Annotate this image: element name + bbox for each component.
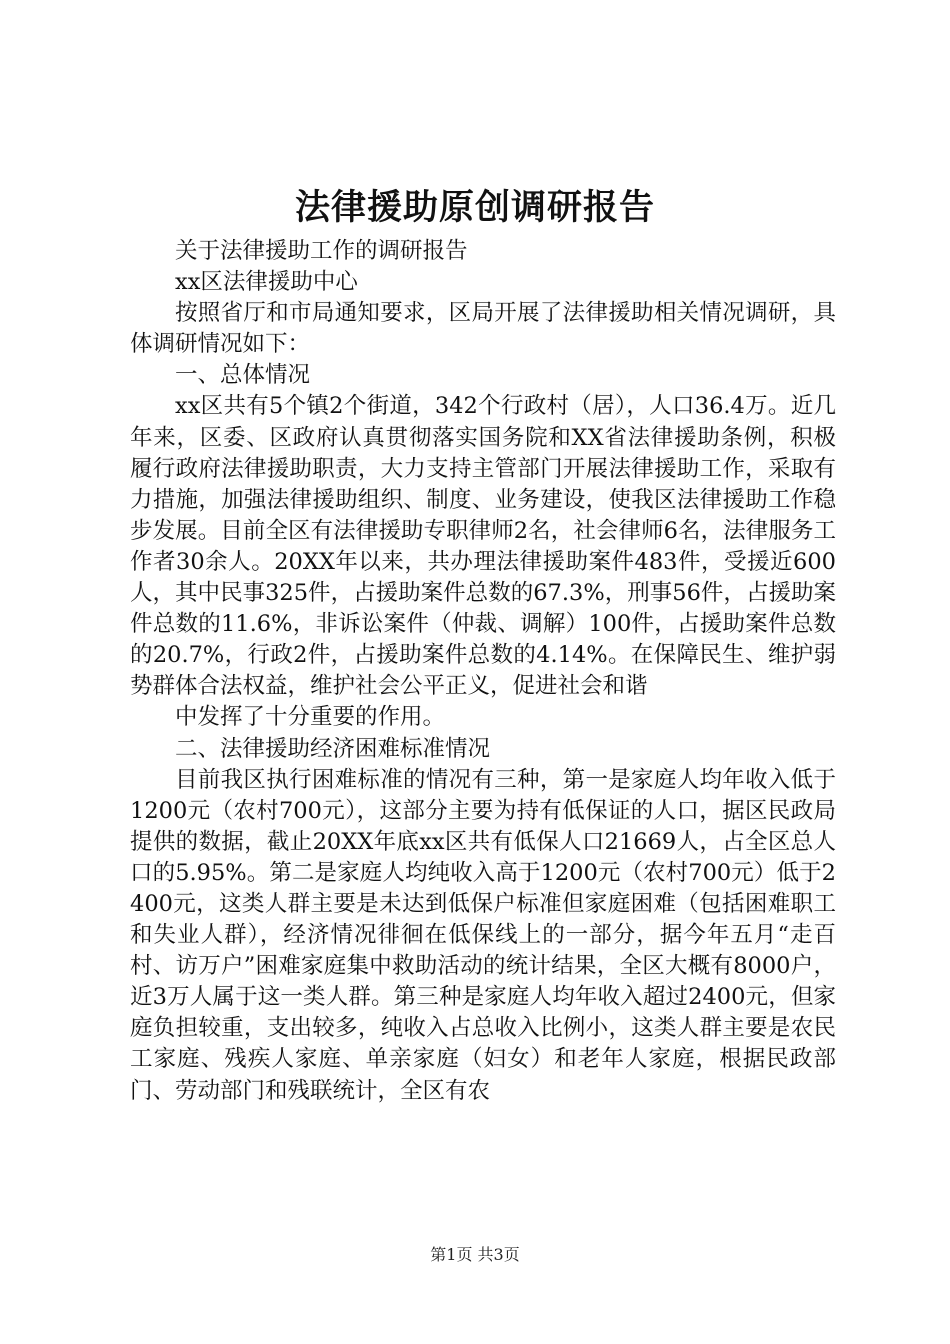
section-heading-standards: 二、法律援助经济困难标准情况 <box>175 735 491 762</box>
section-heading-overview: 一、总体情况 <box>175 362 311 389</box>
intro-paragraph: 按照省厅和市局通知要求，区局开展了法律援助相关情况调研，具体调研情况如下： <box>130 300 836 358</box>
document-title: 法律援助原创调研报告 <box>294 187 655 228</box>
standards-paragraph: 目前我区执行困难标准的情况有三种，第一是家庭人均年收入低于1200元（农村700元），这部分主要为持有低保证的人口，据区民政局提供的数据，截止20XX年底xx区共有低保人口21669人，占全区总人口的5.95%。第二是家庭人均纯收入高于1200元（农村700元）低于2400元，这类人群主要是未达到低保户标准但家庭困难（包括困难职工和失业人群），经济情况徘徊在低保线上的一部分，据今年五月“走百村、访万户”困难家庭集中救助活动的统计结果，全区大概有8000户，近3万人属于这一类人群。第三种是家庭人均年收入超过2400元，但家庭负担较重，支出较多，纯收入占总收入比例小，这类人群主要是农民工家庭、残疾人家庭、单亲家庭（妇女）和老年人家庭，根据民政部门、劳动部门和残联统计，全区有农 <box>130 766 836 1104</box>
page-footer: 第1页 共3页 <box>430 1245 520 1264</box>
overview-continuation: 中发挥了十分重要的作用。 <box>175 704 446 731</box>
report-author: xx区法律援助中心 <box>175 269 358 296</box>
overview-paragraph: xx区共有5个镇2个街道，342个行政村（居），人口36.4万。近几年来，区委、区政府认真贯彻落实国务院和XX省法律援助条例，积极履行政府法律援助职责，大力支持主管部门开展法律援助工作，采取有力措施，加强法律援助组织、制度、业务建设，使我区法律援助工作稳步发展。目前全区有法律援助专职律师2名，社会律师6名，法律服务工作者30余人。20XX年以来，共办理法律援助案件483件，受援近600人，其中民事325件，占援助案件总数的67.3%，刑事56件，占援助案件总数的11.6%，非诉讼案件（仲裁、调解）100件，占援助案件总数的20.7%，行政2件，占援助案件总数的4.14%。在保障民生、维护弱势群体合法权益，维护社会公平正义，促进社会和谐 <box>130 393 836 700</box>
report-subtitle: 关于法律援助工作的调研报告 <box>175 238 468 264</box>
document-body <box>130 236 836 1107</box>
